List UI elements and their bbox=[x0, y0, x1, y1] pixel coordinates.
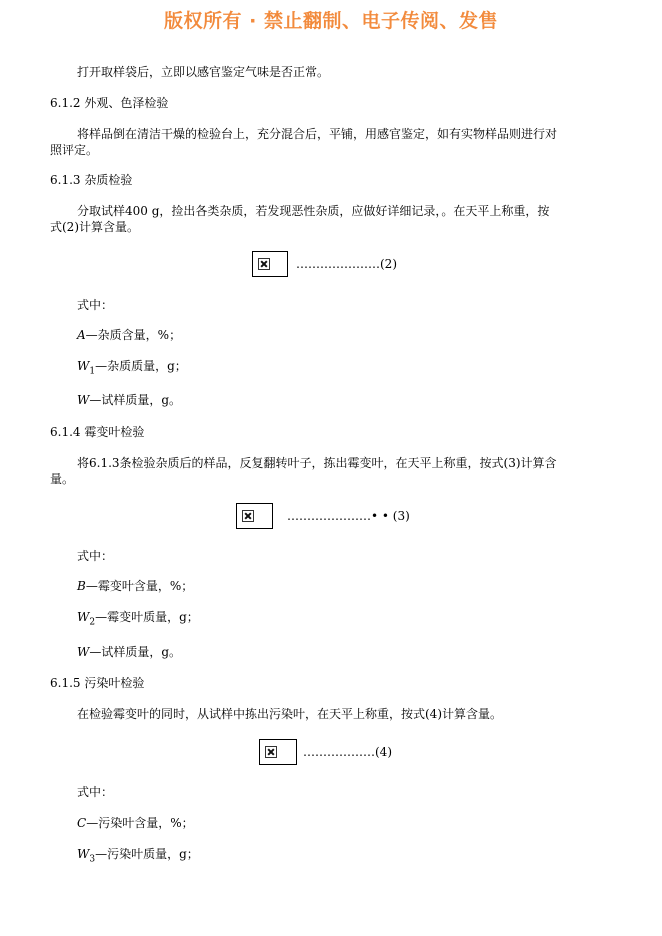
symbol: A bbox=[77, 328, 86, 342]
section-heading-6-1-4: 6.1.4 霉变叶检验 bbox=[50, 425, 145, 439]
symbol-definition bbox=[77, 578, 193, 595]
formula-image-box bbox=[259, 739, 297, 765]
broken-image-icon bbox=[242, 510, 254, 522]
formula-3 bbox=[236, 503, 410, 529]
paragraph: 在检验霉变叶的同时，从试样中拣出污染叶，在天平上称重，按式(4)计算含量。 bbox=[77, 707, 503, 721]
formula-2 bbox=[252, 251, 397, 277]
paragraph-continuation: 式(2)计算含量。 bbox=[50, 220, 139, 234]
symbol-definition bbox=[77, 644, 181, 661]
symbol-list-heading: 式中： bbox=[77, 549, 114, 563]
formula-number-2: …………………(2) bbox=[296, 257, 397, 271]
symbol-definition bbox=[77, 609, 199, 626]
symbol-definition bbox=[77, 846, 199, 863]
symbol-text: —试样质量，g。 bbox=[89, 645, 182, 659]
symbol-definition bbox=[77, 327, 181, 344]
symbol-text: —霉变叶质量，g； bbox=[95, 610, 199, 624]
symbol-list-heading: 式中： bbox=[77, 298, 114, 312]
symbol: C bbox=[77, 816, 87, 830]
formula-image-box bbox=[252, 251, 288, 277]
symbol: B bbox=[77, 579, 86, 593]
symbol-subscript: 1 bbox=[89, 366, 96, 377]
formula-number-4: ………………(4) bbox=[303, 745, 392, 759]
symbol: W bbox=[77, 610, 90, 624]
symbol-subscript: 3 bbox=[89, 854, 96, 865]
broken-image-icon bbox=[258, 258, 270, 270]
paragraph: 打开取样袋后，立即以感官鉴定气味是否正常。 bbox=[77, 65, 330, 79]
symbol-definition bbox=[77, 358, 187, 375]
symbol-definition bbox=[77, 392, 181, 409]
formula-image-box bbox=[236, 503, 273, 529]
section-heading-6-1-5: 6.1.5 污染叶检验 bbox=[50, 676, 145, 690]
symbol: W bbox=[77, 359, 90, 373]
symbol: W bbox=[77, 847, 90, 861]
symbol-text: —污染叶含量，%； bbox=[86, 816, 194, 830]
symbol-definition bbox=[77, 815, 194, 832]
symbol-list-heading: 式中： bbox=[77, 785, 114, 799]
symbol: W bbox=[77, 645, 90, 659]
symbol-text: —杂质质量，g； bbox=[95, 359, 187, 373]
section-heading-6-1-2: 6.1.2 外观、色泽检验 bbox=[50, 96, 169, 110]
section-heading-6-1-3: 6.1.3 杂质检验 bbox=[50, 173, 133, 187]
symbol: W bbox=[77, 393, 90, 407]
paragraph-continuation: 照评定。 bbox=[50, 143, 99, 157]
paragraph: 将6.1.3条检验杂质后的样品，反复翻转叶子，拣出霉变叶，在天平上称重，按式(3)计算含 bbox=[77, 456, 557, 470]
symbol-text: —试样质量，g。 bbox=[89, 393, 182, 407]
formula-4 bbox=[259, 739, 392, 765]
formula-number-3: …………………• • (3) bbox=[287, 509, 410, 523]
watermark: 版权所有 · 禁止翻制、电子传阅、发售 bbox=[164, 10, 498, 32]
symbol-text: —杂质含量，%； bbox=[85, 328, 182, 342]
paragraph: 将样品倒在清洁干燥的检验台上，充分混合后，平铺，用感官鉴定，如有实物样品则进行对 bbox=[77, 127, 558, 141]
paragraph: 分取试样400 g，捡出各类杂质，若发现恶性杂质，应做好详细记录，。在天平上称重，按 bbox=[77, 204, 550, 218]
symbol-subscript: 2 bbox=[89, 617, 96, 628]
broken-image-icon bbox=[265, 746, 277, 758]
symbol-text: —霉变叶含量，%； bbox=[85, 579, 194, 593]
symbol-text: —污染叶质量，g； bbox=[95, 847, 199, 861]
paragraph-continuation: 量。 bbox=[50, 472, 75, 486]
